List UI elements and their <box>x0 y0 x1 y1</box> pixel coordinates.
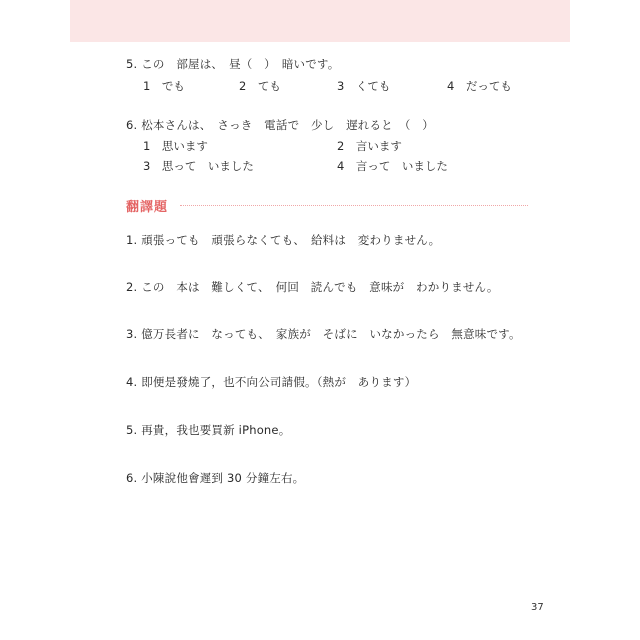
exercise-6-question: 6. 松本さんは、 さっき 電話で 少し 遅れると （ ） <box>126 118 434 132</box>
section-title: 翻譯題 <box>126 200 169 215</box>
exercise-5-option-4: 4 だっても <box>447 79 512 93</box>
header-band <box>70 0 570 42</box>
translation-item-5: 5. 再貴，我也要買新 iPhone。 <box>126 423 291 437</box>
exercise-5-option-3: 3 くても <box>337 79 391 93</box>
translation-item-6: 6. 小陳說他會遲到 30 分鐘左右。 <box>126 471 305 485</box>
exercise-5-option-2: 2 ても <box>239 79 281 93</box>
translation-item-1: 1. 頑張っても 頑張らなくても、 給料は 変わりません。 <box>126 233 441 247</box>
exercise-6-option-1: 1 思います <box>143 139 208 153</box>
exercise-6-option-3: 3 思って いました <box>143 159 254 173</box>
translation-item-3: 3. 億万長者に なっても、 家族が そばに いなかったら 無意味です。 <box>126 327 521 341</box>
exercise-5-option-1: 1 でも <box>143 79 185 93</box>
exercise-6-option-4: 4 言って いました <box>337 159 448 173</box>
page-number: 37 <box>531 602 544 613</box>
translation-item-4: 4. 即便是發燒了，也不向公司請假。（熱が あります） <box>126 375 417 389</box>
exercise-6-option-2: 2 言います <box>337 139 402 153</box>
section-divider <box>180 205 528 206</box>
translation-item-2: 2. この 本は 難しくて、 何回 読んでも 意味が わかりません。 <box>126 280 499 294</box>
exercise-5-question: 5. この 部屋は、 昼（ ） 暗いです。 <box>126 57 340 71</box>
